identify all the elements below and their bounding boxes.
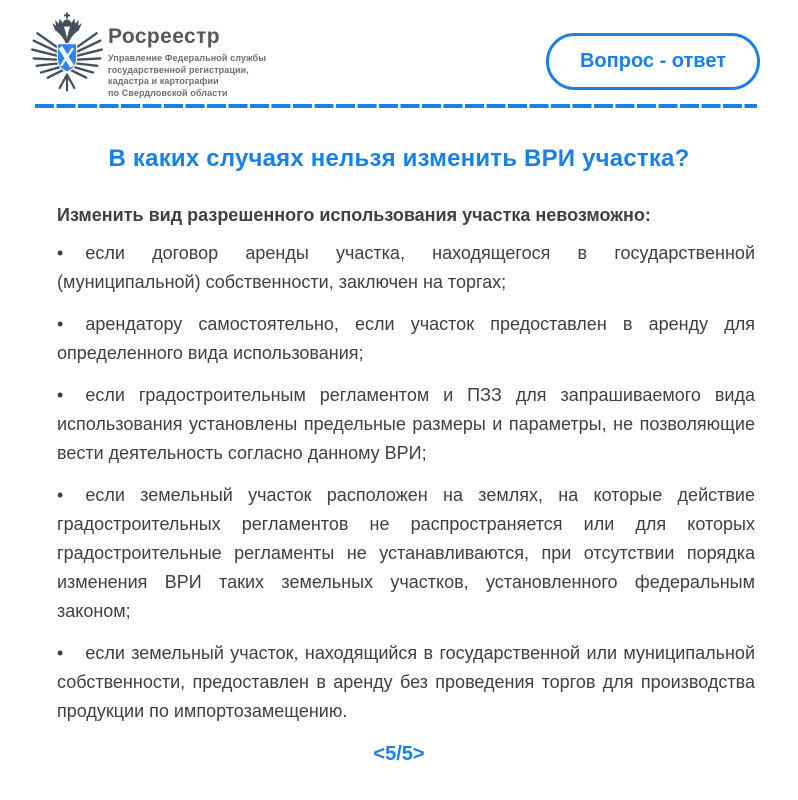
bullet-item bbox=[57, 381, 755, 468]
page-title: В каких случаях нельзя изменить ВРИ участка? bbox=[108, 145, 690, 172]
brand-block bbox=[108, 12, 266, 99]
intro-text: Изменить вид разрешенного использования участка невозможно: bbox=[57, 205, 651, 225]
brand-subtitle-line: государственной регистрации, bbox=[108, 64, 249, 75]
bullet-marker: • bbox=[57, 485, 64, 505]
bullet-marker: • bbox=[57, 643, 64, 663]
bullet-item bbox=[57, 639, 755, 726]
bullet-text: если земельный участок, находящийся в государственной или муниципальной собственности, предоставлен в аренду без проведения торгов для производства продукции по импортозамещению. bbox=[57, 643, 755, 721]
brand-subtitle-line: по Свердловской области bbox=[108, 87, 228, 98]
brand-subtitle bbox=[108, 53, 266, 99]
page-indicator: <5/5> bbox=[373, 743, 425, 765]
bullet-marker: • bbox=[57, 243, 64, 263]
content bbox=[0, 205, 798, 726]
bullet-marker: • bbox=[57, 314, 64, 334]
bullet-text: если земельный участок расположен на землях, на которые действие градостроительных регламентов не распространяется или для которых градостроительные регламенты не устанавливаются, при отсутствии порядка изменения ВРИ таких земельных участков, установленного федеральным законом; bbox=[57, 485, 755, 621]
rosreestr-logo bbox=[30, 12, 104, 96]
question-answer-button[interactable]: Вопрос - ответ bbox=[546, 33, 760, 90]
bullet-marker: • bbox=[57, 385, 64, 405]
brand-subtitle-line: кадастра и картографии bbox=[108, 76, 219, 86]
bullet-item bbox=[57, 239, 755, 297]
brand-subtitle-line: Управление Федеральной службы bbox=[108, 53, 267, 63]
bullet-item bbox=[57, 481, 755, 626]
bullet-text: если градостроительным регламентом и ПЗЗ для запрашиваемого вида использования установлены предельные размеры и параметры, не позволяющие вести деятельность согласно данному ВРИ; bbox=[57, 385, 755, 463]
brand-name: Росреестр bbox=[108, 25, 221, 48]
bullet-item bbox=[57, 310, 755, 368]
rosreestr-eagle-icon bbox=[30, 12, 104, 96]
bullet-text: арендатору самостоятельно, если участок предоставлен в аренду для определенного вида использования; bbox=[57, 314, 755, 363]
header bbox=[0, 0, 798, 99]
bullet-text: если договор аренды участка, находящегося в государственной (муниципальной) собственности, заключен на торгах; bbox=[57, 243, 755, 292]
dashed-divider bbox=[35, 104, 757, 108]
